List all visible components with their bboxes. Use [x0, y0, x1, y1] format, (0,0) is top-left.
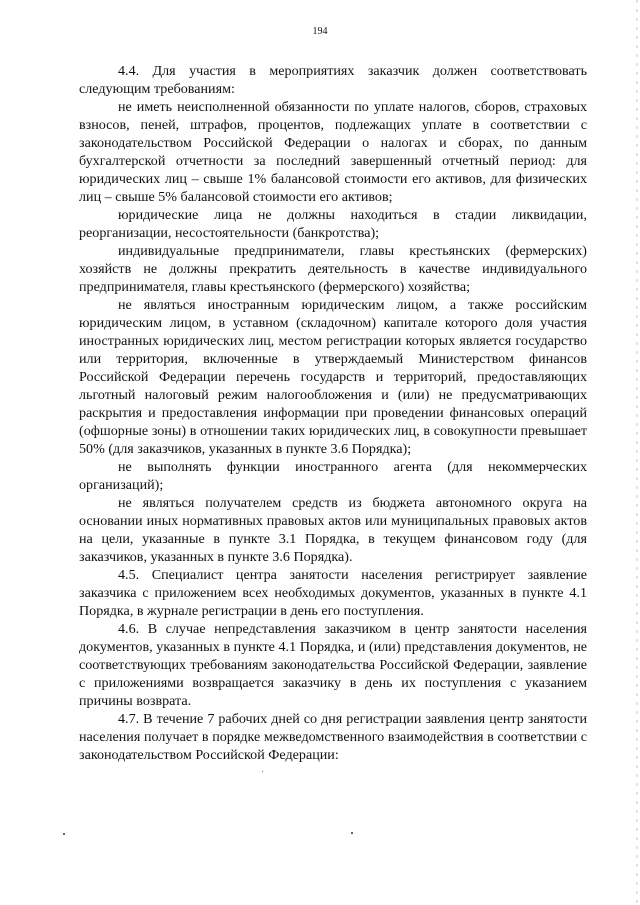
paragraph-4-6: 4.6. В случае непредставления заказчиком в центр занятости населения документов, указанных в пункте 4.1 Порядка, и (или) представления документов, не соответствующих требованиям законодательства Российской Федерации, заявление с приложениями возвращается заказчику в день их поступления с указанием причины возврата.: [79, 621, 587, 709]
paragraph-4-7: 4.7. В течение 7 рабочих дней со дня регистрации заявления центр занятости населения получает в порядке межведомственного взаимодействия в соответствии с законодательством Российской Федерации:: [79, 711, 587, 763]
requirement-no-tax-debt: не иметь неисполненной обязанности по уплате налогов, сборов, страховых взносов, пеней, штрафов, процентов, подлежащих уплате в соответствии с законодательством Российской Федерации о налогах и сборах, по данным бухгалтерской отчетности за последний завершенный отчетный период: для юридических лиц – свыше 1% балансовой стоимости его активов, для физических лиц – свыше 5% балансовой стоимости его активов;: [79, 99, 587, 205]
scan-edge-noise: [636, 0, 638, 905]
scan-speck: [262, 771, 263, 772]
requirement-entrepreneur-active: индивидуальные предприниматели, главы крестьянских (фермерских) хозяйств не должны прекратить деятельность в качестве индивидуального предпринимателя, главы крестьянского (фермерского) хозяйства;: [79, 243, 587, 295]
requirement-not-foreign-entity: не являться иностранным юридическим лицом, а также российским юридическим лицом, в уставном (складочном) капитале которого доля участия иностранных юридических лиц, местом регистрации которых является государство или территория, включенные в утверждаемый Министерством финансов Российской Федерации перечень государств и территорий, предоставляющих льготный налоговый режим налогообложения и (или) не предусматривающих раскрытия и предоставления информации при проведении финансовых операций (офшорные зоны) в отношении таких юридических лиц, в совокупности превышает 50% (для заказчиков, указанных в пункте 3.6 Порядка);: [79, 297, 587, 457]
requirement-not-foreign-agent: не выполнять функции иностранного агента (для некоммерческих организаций);: [79, 459, 587, 493]
paragraph-4-4: 4.4. Для участия в мероприятиях заказчик должен соответствовать следующим требованиям:: [79, 63, 587, 97]
scan-speck: [63, 833, 65, 835]
requirement-no-liquidation: юридические лица не должны находиться в стадии ликвидации, реорганизации, несостоятельности (банкротства);: [79, 207, 587, 241]
scan-speck: [351, 832, 353, 834]
page-number: 194: [312, 26, 328, 37]
paragraph-4-5: 4.5. Специалист центра занятости населения регистрирует заявление заказчика с приложением всех необходимых документов, указанных в пункте 4.1 Порядка, в журнале регистрации в день его поступления.: [79, 567, 587, 619]
requirement-no-budget-funds: не являться получателем средств из бюджета автономного округа на основании иных нормативных правовых актов или муниципальных правовых актов на цели, указанные в пункте 3.1 Порядка, в текущем финансовом году (для заказчиков, указанных в пункте 3.6 Порядка).: [79, 495, 587, 565]
document-body: [79, 62, 587, 764]
